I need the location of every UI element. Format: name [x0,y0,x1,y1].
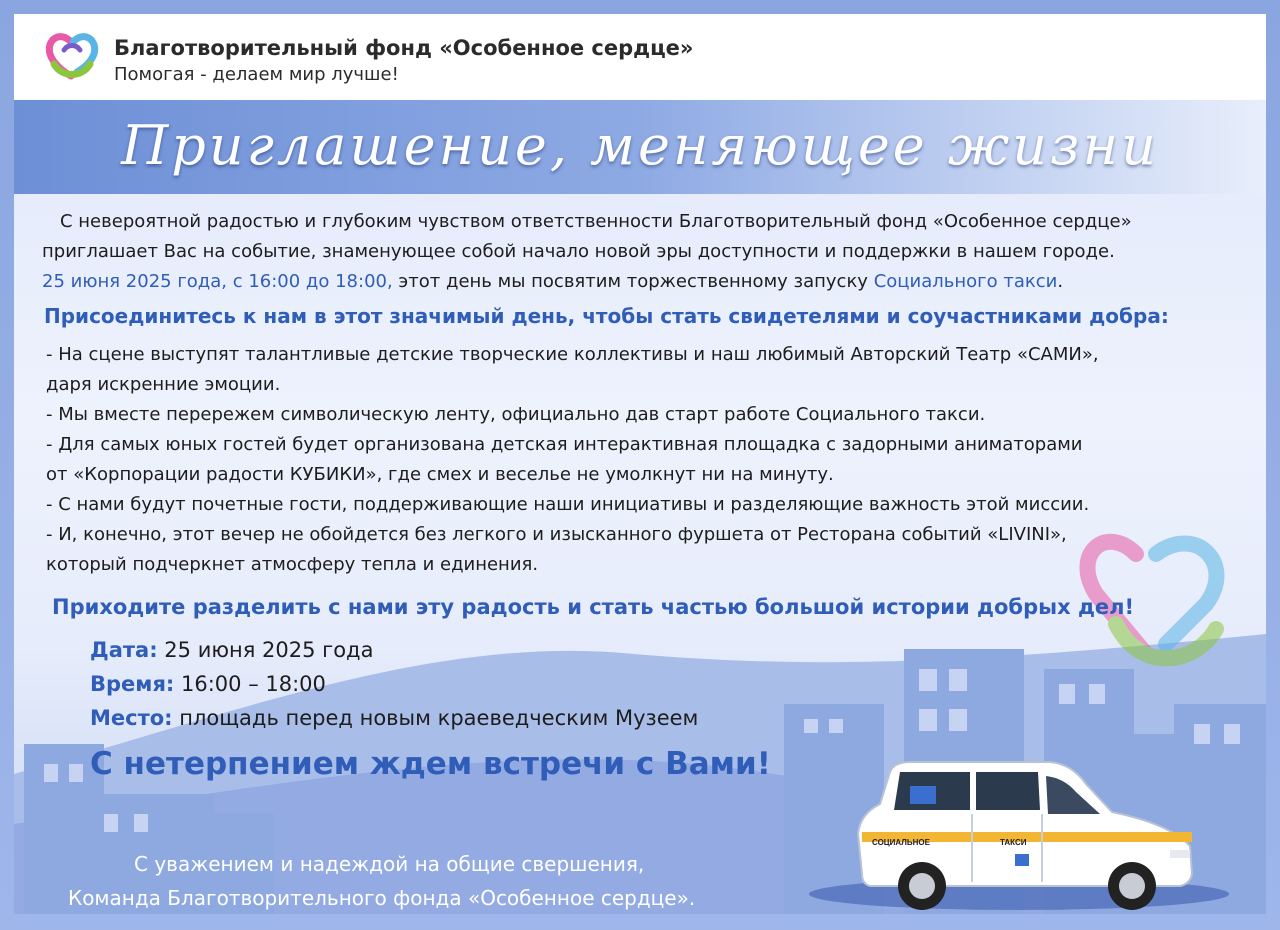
list-line: который подчеркнет атмосферу тепла и единения. [46,554,539,575]
footer-line-2: Команда Благотворительного фонда «Особенное сердце». [68,886,696,910]
list-line: - На сцене выступят талантливые детские творческие коллективы и наш любимый Авторский Театр «САМИ», [46,344,1099,365]
place-value: площадь перед новым краеведческим Музеем [172,706,699,730]
intro-line-2: приглашает Вас на событие, знаменующее собой начало новой эры доступности и поддержки в нашем городе. [42,241,1115,262]
intro-line-3-text: этот день мы посвятим торжественному запуску [392,271,874,292]
organization-slogan: Помогая - делаем мир лучше! [114,64,399,85]
list-line: - С нами будут почетные гости, поддерживающие наши инициативы и разделяющие важность этой миссии. [46,494,1090,515]
organization-name: Благотворительный фонд «Особенное сердце» [114,36,694,60]
place-label: Место: [90,706,173,730]
date-label: Дата: [90,638,158,662]
footer-line-1: С уважением и надеждой на общие свершения, [134,852,645,876]
list-line: даря искренние эмоции. [46,374,281,395]
invitation-title: Приглашение, меняющее жизни [121,114,1159,177]
event-date-highlight: 25 июня 2025 года, с 16:00 до 18:00, [42,271,393,292]
date-value: 25 июня 2025 года [157,638,374,662]
await-message: С нетерпением ждем встречи с Вами! [90,746,771,782]
time-value: 16:00 – 18:00 [174,672,326,696]
intro-line-3 [42,271,1063,292]
call-to-action: Приходите разделить с нами эту радость и стать частью большой истории добрых дел! [52,595,1135,619]
wheelchair-icon [910,786,936,804]
invitation-card [14,14,1266,914]
time-label: Время: [90,672,175,696]
list-line: - И, конечно, этот вечер не обойдется без легкого и изысканного фуршета от Ресторана событий «LIVINI», [46,524,1067,545]
list-line: от «Корпорации радости КУБИКИ», где смех и веселье не умолкнут ни на минуту. [46,464,834,485]
accessibility-sticker-icon [1015,854,1029,866]
event-time [90,672,326,696]
list-line: - Мы вместе перережем символическую ленту, официально дав старт работе Социального такси. [46,404,986,425]
social-taxi-car-illustration [850,754,1200,914]
social-taxi-highlight: Социального такси [873,271,1058,292]
car-sign-right: ТАКСИ [1000,838,1027,847]
car-sign-left: СОЦИАЛЬНОЕ [872,838,930,847]
intro-line-1: С невероятной радостью и глубоким чувством ответственности Благотворительный фонд «Особенное сердце» [60,211,1132,232]
list-line: - Для самых юных гостей будет организована детская интерактивная площадка с задорными аниматорами [46,434,1083,455]
event-date [90,638,373,662]
event-place [90,706,698,730]
intro-line-3-end: . [1057,271,1064,292]
join-heading: Присоединитесь к нам в этот значимый день, чтобы стать свидетелями и соучастниками добра: [44,304,1169,328]
